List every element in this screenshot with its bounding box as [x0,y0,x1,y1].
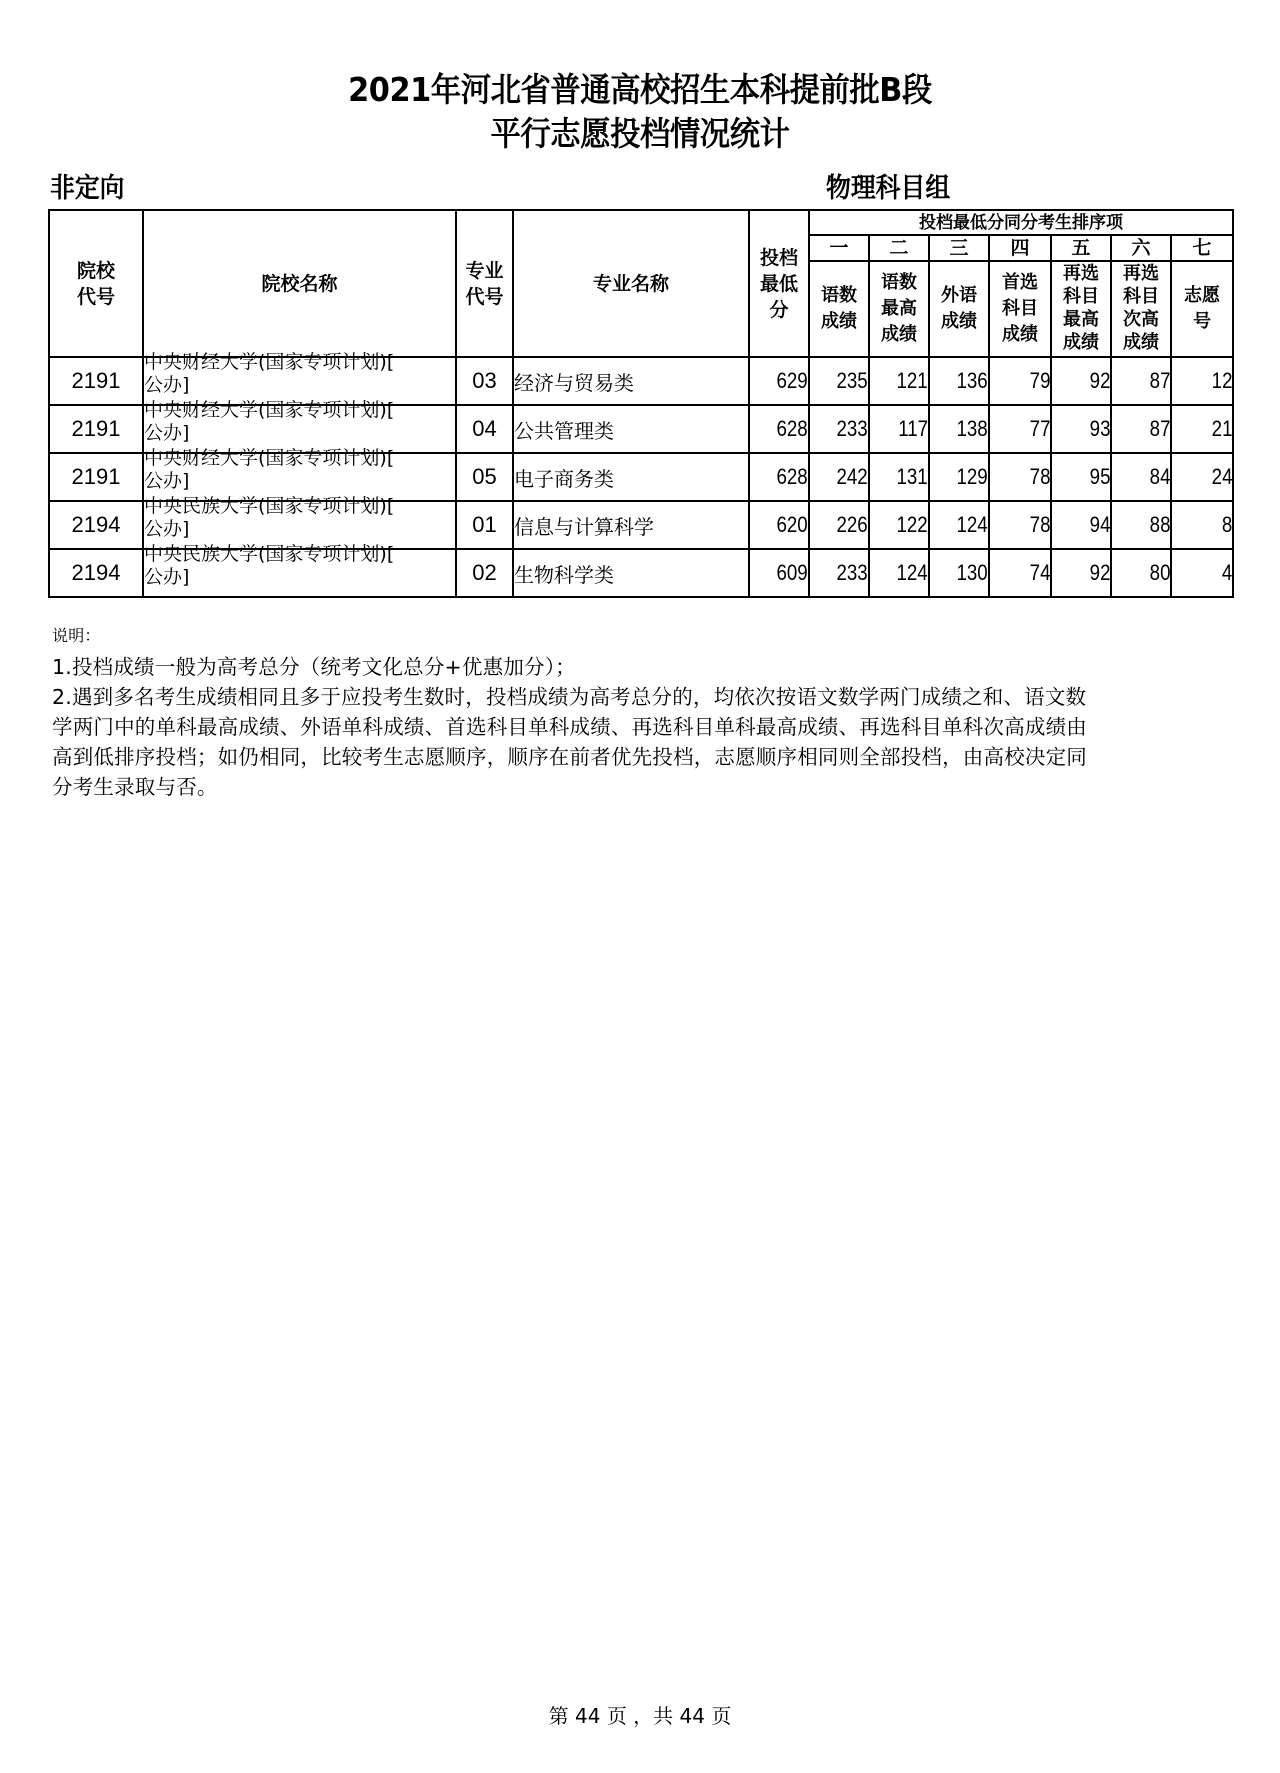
value: 138 [956,416,988,441]
school-name-line: 公办] [144,518,190,540]
cell-school-name [143,447,456,501]
note-line: 分考生录取与否。 [52,775,218,799]
header-tiebreak-7: 七 [1171,235,1233,261]
header-text: 院校名称 [261,272,338,295]
notes-section [52,626,1252,799]
cell-reselect-second-score [1111,501,1171,549]
cell-preference-number [1171,357,1233,405]
cell-school-name [143,351,456,405]
cell-major-code: 02 [456,549,513,597]
cell-yushu-score [809,501,869,549]
value: 77 [1029,416,1050,441]
header-major-code [456,210,513,357]
header-reselect-second-score [1111,261,1171,357]
header-school-name [143,210,456,357]
cell-yushu-score [809,405,869,453]
cell-first-choice-score [989,501,1051,549]
document-title-line2: 平行志愿投档情况统计 [490,114,790,153]
cell-major-code: 03 [456,357,513,405]
cell-preference-number [1171,405,1233,453]
table-header [49,210,1233,357]
table-body [49,351,1233,597]
value: 92 [1089,368,1110,393]
header-text: 语数 [881,272,917,293]
school-name-line: 中央财经大学(国家专项计划)[ [144,351,395,373]
value: 124 [896,560,928,585]
header-tiebreak-3: 三 [929,235,989,261]
school-name-line: 中央民族大学(国家专项计划)[ [144,495,395,517]
table-row [49,453,1233,501]
cell-major-name: 生物科学类 [513,549,749,597]
value: 80 [1149,560,1170,585]
cell-yushu-score [809,357,869,405]
cell-preference-number [1171,549,1233,597]
cell-yushu-score [809,453,869,501]
cell-school-code: 2191 [49,405,143,453]
header-text: 代号 [76,285,115,308]
school-name-line: 公办] [144,422,190,444]
cell-school-name [143,495,456,549]
note-line: 2.遇到多名考生成绩相同且多于应投考生数时，投档成绩为高考总分的，均依次按语文数学两门成绩之和、语文数 [52,685,1087,709]
header-text: 专业名称 [592,272,669,295]
school-name-line: 中央民族大学(国家专项计划)[ [144,543,395,565]
header-text: 最低 [759,272,798,295]
cell-reselect-max-score [1051,453,1111,501]
cell-min-score [749,453,809,501]
school-name-line: 公办] [144,566,190,588]
cell-first-choice-score [989,405,1051,453]
value: 129 [956,464,988,489]
school-name-line: 中央财经大学(国家专项计划)[ [144,399,395,421]
value: 131 [896,464,928,489]
value: 117 [898,416,928,441]
cell-reselect-second-score [1111,549,1171,597]
value: 78 [1029,464,1050,489]
header-yushu-score [809,261,869,357]
page-number: 第 44 页 ，共 44 页 [548,1704,732,1728]
header-text: 外语 [941,285,977,306]
cell-reselect-second-score [1111,357,1171,405]
header-reselect-max-score [1051,261,1111,357]
header-text: 首选 [1002,272,1038,293]
cell-foreign-language-score [929,453,989,501]
value: 628 [776,416,808,441]
cell-major-name: 公共管理类 [513,405,749,453]
header-text: 号 [1193,311,1211,332]
header-tiebreak-5: 五 [1051,235,1111,261]
value: 235 [836,368,868,393]
cell-major-name: 电子商务类 [513,453,749,501]
cell-reselect-second-score [1111,405,1171,453]
header-text: 投档 [759,246,798,269]
value: 12 [1211,368,1232,393]
cell-yushu-max-score [869,357,929,405]
school-name-line: 公办] [144,470,190,492]
cell-preference-number [1171,453,1233,501]
value: 95 [1089,464,1110,489]
header-text: 最高 [1063,309,1099,330]
header-text: 分 [769,298,789,321]
cell-preference-number [1171,501,1233,549]
cell-school-code: 2194 [49,549,143,597]
value: 233 [836,416,868,441]
cell-foreign-language-score [929,357,989,405]
header-text: 最高 [881,298,917,319]
value: 226 [836,512,868,537]
header-text: 语数 [821,285,857,306]
table-row [49,501,1233,549]
cell-min-score [749,357,809,405]
value: 8 [1221,512,1232,537]
cell-major-name: 经济与贸易类 [513,357,749,405]
cell-major-code: 01 [456,501,513,549]
value: 92 [1089,560,1110,585]
note-line: 学两门中的单科最高成绩、外语单科成绩、首选科目单科成绩、再选科目单科最高成绩、再选科目单科次高成绩由 [52,715,1087,739]
value: 84 [1149,464,1170,489]
cell-school-code: 2191 [49,453,143,501]
value: 74 [1029,560,1050,585]
school-name-line: 公办] [144,374,190,396]
value: 242 [836,464,868,489]
value: 628 [776,464,808,489]
header-text: 成绩 [1002,324,1038,345]
cell-school-code: 2191 [49,357,143,405]
cell-foreign-language-score [929,549,989,597]
header-tiebreak-1: 一 [809,235,869,261]
value: 620 [776,512,808,537]
header-tiebreak-2: 二 [869,235,929,261]
cell-reselect-max-score [1051,549,1111,597]
cell-yushu-max-score [869,405,929,453]
header-foreign-language-score [929,261,989,357]
cell-min-score [749,501,809,549]
value: 121 [896,368,928,393]
cell-reselect-max-score [1051,405,1111,453]
cell-foreign-language-score [929,405,989,453]
cell-school-code: 2194 [49,501,143,549]
header-text: 成绩 [1123,332,1159,353]
header-text: 成绩 [821,311,857,332]
table-row [49,405,1233,453]
category-label-right: 物理科目组 [826,173,951,204]
value: 629 [776,368,808,393]
header-text: 次高 [1123,309,1159,330]
value: 122 [896,512,928,537]
header-text: 再选 [1123,263,1159,284]
value: 24 [1211,464,1232,489]
header-first-choice-subject-score [989,261,1051,357]
cell-yushu-max-score [869,501,929,549]
value: 21 [1211,416,1232,441]
value: 78 [1029,512,1050,537]
value: 609 [776,560,808,585]
cell-reselect-max-score [1051,501,1111,549]
cell-yushu-score [809,549,869,597]
value: 4 [1221,560,1232,585]
value: 233 [836,560,868,585]
notes-body [52,652,1252,799]
cell-first-choice-score [989,549,1051,597]
header-text: 科目 [1123,286,1159,307]
cell-yushu-max-score [869,453,929,501]
header-text: 成绩 [1063,332,1099,353]
note-line: 1.投档成绩一般为高考总分（统考文化总分+优惠加分）； [52,655,576,679]
value: 93 [1089,416,1110,441]
value: 94 [1089,512,1110,537]
value: 88 [1149,512,1170,537]
cell-foreign-language-score [929,501,989,549]
cell-major-code: 05 [456,453,513,501]
value: 130 [956,560,988,585]
note-line: 高到低排序投档；如仍相同，比较考生志愿顺序，顺序在前者优先投档，志愿顺序相同则全部投档，由高校决定同 [52,745,1087,769]
header-text: 院校 [76,259,115,282]
cell-yushu-max-score [869,549,929,597]
table-row [49,549,1233,597]
cell-first-choice-score [989,453,1051,501]
header-text: 成绩 [941,311,977,332]
header-text: 代号 [465,285,504,308]
header-text: 成绩 [881,324,917,345]
header-text: 志愿 [1184,285,1220,306]
cell-school-name [143,399,456,453]
cell-min-score [749,405,809,453]
cell-major-code: 04 [456,405,513,453]
header-text-wrap [1112,262,1170,356]
header-tiebreak-4: 四 [989,235,1051,261]
header-text: 科目 [1002,298,1038,319]
value: 79 [1029,368,1050,393]
admission-table [48,209,1234,598]
table-row [49,357,1233,405]
cell-first-choice-score [989,357,1051,405]
header-major-name [513,210,749,357]
cell-school-name [143,543,456,597]
notes-label: 说明： [52,626,101,645]
value: 124 [956,512,988,537]
header-text: 科目 [1063,286,1099,307]
cell-reselect-second-score [1111,453,1171,501]
header-tiebreak-6: 六 [1111,235,1171,261]
category-label-left: 非定向 [50,173,125,204]
header-min-score [749,210,809,357]
document-title-line1: 2021年河北省普通高校招生本科提前批B段 [348,70,932,109]
header-yushu-max-score [869,261,929,357]
school-name-line: 中央财经大学(国家专项计划)[ [144,447,395,469]
cell-major-name: 信息与计算科学 [513,501,749,549]
value: 87 [1149,368,1170,393]
header-school-code [49,210,143,357]
value: 136 [956,368,988,393]
header-text: 专业 [465,259,504,282]
header-preference-number [1171,261,1233,357]
header-tiebreak-caption: 投档最低分同分考生排序项 [809,210,1233,235]
value: 87 [1149,416,1170,441]
header-text-wrap [1052,262,1110,356]
header-text: 再选 [1063,263,1099,284]
cell-reselect-max-score [1051,357,1111,405]
cell-min-score [749,549,809,597]
